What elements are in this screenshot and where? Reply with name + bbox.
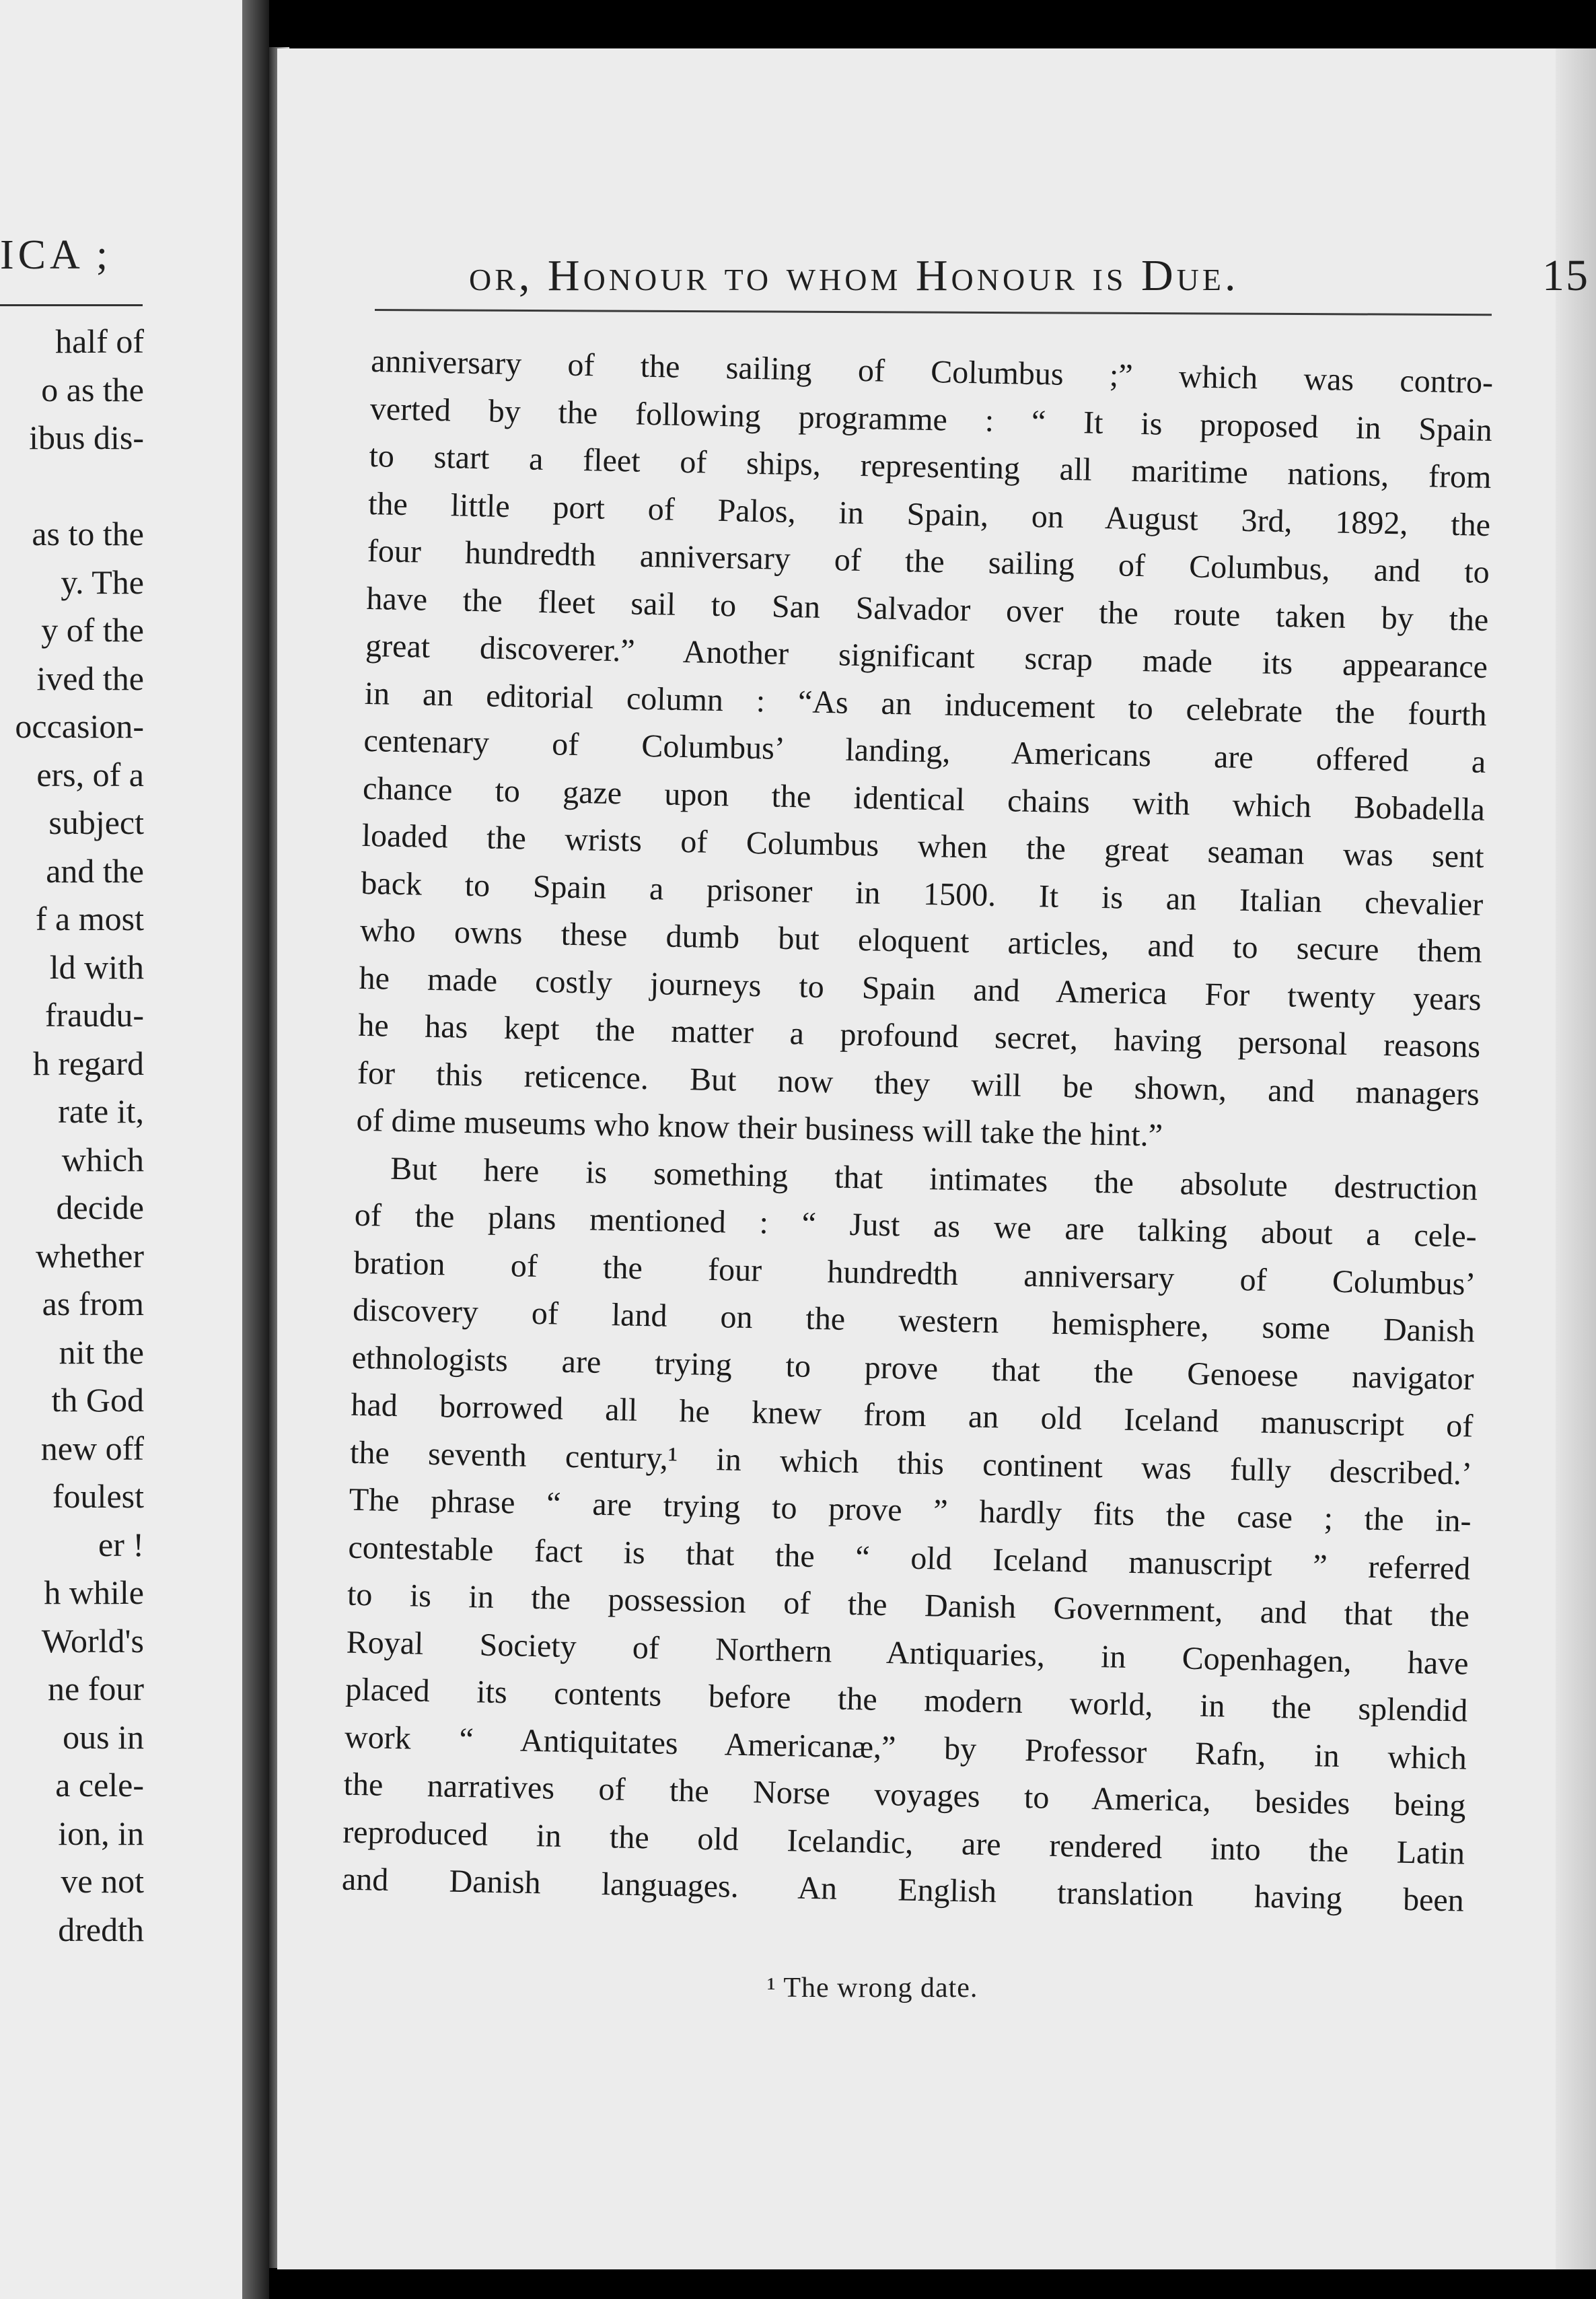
left-text-line: a cele- xyxy=(55,1766,144,1804)
left-text-line: nit the xyxy=(59,1333,144,1371)
running-head-title: or, Honour to whom Honour is Due. xyxy=(469,251,1239,300)
left-text-line: er ! xyxy=(98,1525,144,1563)
left-text-line: ion, in xyxy=(58,1814,144,1852)
text-line: bration of the four hundredth anniversary of Columbus’ xyxy=(353,1244,1476,1302)
left-text-line: ibus dis- xyxy=(29,419,144,456)
right-page xyxy=(277,48,1596,2269)
book-gutter-shadow xyxy=(242,0,269,2299)
left-text-line: and the xyxy=(46,851,144,890)
left-text-line: occasion- xyxy=(15,707,144,745)
text-line: have the fleet sail to San Salvador over the route taken by the xyxy=(366,580,1489,638)
left-text-line: h regard xyxy=(32,1044,144,1082)
text-line: placed its contents before the modern world, in the splendid xyxy=(344,1671,1468,1729)
left-text-line: fraudu- xyxy=(44,996,144,1034)
text-line: for this reticence. But now they will be shown, and managers xyxy=(357,1055,1480,1112)
text-line: he made costly journeys to Spain and America For twenty years xyxy=(359,960,1482,1018)
body-text xyxy=(341,338,1493,1925)
text-line: to is in the possession of the Danish Government, and that the xyxy=(347,1576,1470,1634)
text-line: The phrase “ are trying to prove ” hardly fits the case ; the in- xyxy=(349,1481,1472,1539)
left-text-line: rate it, xyxy=(58,1092,144,1130)
text-line: ethnologists are trying to prove that the Genoese navigator xyxy=(351,1339,1475,1397)
text-line: the little port of Palos, in Spain, on August 3rd, 1892, the xyxy=(367,485,1491,543)
text-line: reproduced in the old Icelandic, are rendered into the Latin xyxy=(342,1814,1465,1872)
left-text-line: h while xyxy=(44,1573,144,1611)
left-text-line: new off xyxy=(40,1429,144,1467)
text-line: and Danish languages. An English translation having been xyxy=(341,1861,1465,1919)
footnote: ¹ The wrong date. xyxy=(767,1973,978,2004)
left-text-line: ve not xyxy=(61,1862,144,1900)
left-text-line: whether xyxy=(35,1236,144,1275)
left-text-line: subject xyxy=(48,804,144,841)
left-text-line: o as the xyxy=(41,370,144,409)
text-line: contestable fact is that the “ old Iceland manuscript ” referred xyxy=(347,1529,1471,1587)
left-page xyxy=(0,0,242,2299)
text-line: in an editorial column : “As an inducement to celebrate the fourth xyxy=(364,675,1488,733)
header-rule xyxy=(375,309,1492,316)
text-line: discovery of land on the western hemisphere, some Danish xyxy=(352,1292,1476,1349)
text-line: to start a fleet of ships, representing all maritime nations, from xyxy=(369,437,1492,495)
running-head xyxy=(469,250,1589,302)
text-line: work “ Antiquitates Americanæ,” by Professor Rafn, in which xyxy=(344,1719,1467,1777)
left-text-line: as to the xyxy=(32,515,144,553)
left-text-line: f a most xyxy=(35,900,144,938)
left-text-line: ld with xyxy=(49,948,144,986)
page-number: 15 xyxy=(1542,251,1589,300)
left-text-line: as from xyxy=(42,1285,144,1322)
page-edge xyxy=(1556,48,1596,2269)
left-text-line: y of the xyxy=(41,611,144,649)
left-text-line: dredth xyxy=(58,1910,144,1948)
text-line: Royal Society of Northern Antiquaries, in Copenhagen, have xyxy=(346,1624,1469,1682)
text-line: of dime museums who know their business will take the hint.” xyxy=(356,1102,1163,1154)
left-text-line: ived the xyxy=(36,659,144,697)
text-line: But here is something that intimates the absolute destruction xyxy=(390,1150,1478,1207)
text-line: four hundredth anniversary of the sailing of Columbus, and to xyxy=(367,532,1490,590)
text-line: the seventh century,¹ in which this continent was fully described.’ xyxy=(349,1434,1473,1492)
text-line: who owns these dumb but eloquent articles, and to secure them xyxy=(359,912,1483,970)
left-text-line: ous in xyxy=(63,1718,144,1756)
text-line: verted by the following programme : “ It is proposed in Spain xyxy=(369,390,1493,448)
left-text-line: y. The xyxy=(61,563,144,601)
left-text-line: which xyxy=(61,1140,144,1178)
text-line: of the plans mentioned : “ Just as we are talking about a cele- xyxy=(354,1197,1478,1254)
text-line: he has kept the matter a profound secret, having personal reasons xyxy=(357,1007,1481,1065)
text-line: the narratives of the Norse voyages to America, besides being xyxy=(343,1766,1466,1824)
left-header-rule xyxy=(0,304,143,306)
text-line: chance to gaze upon the identical chains with which Bobadella xyxy=(362,770,1486,828)
text-line: centenary of Columbus’ landing, Americans are offered a xyxy=(363,722,1486,780)
text-line: back to Spain a prisoner in 1500. It is an Italian chevalier xyxy=(360,865,1484,923)
left-text-line: half of xyxy=(55,322,144,360)
text-line: loaded the wrists of Columbus when the great seaman was sent xyxy=(361,817,1485,875)
left-text-line: foulest xyxy=(52,1477,144,1515)
left-text-line: World's xyxy=(41,1621,144,1660)
text-line: great discoverer.” Another significant scrap made its appearance xyxy=(365,627,1488,685)
text-line: anniversary of the sailing of Columbus ;” which was contro- xyxy=(370,343,1494,401)
left-text-line: ne four xyxy=(48,1670,144,1707)
left-text-line: decide xyxy=(56,1189,144,1226)
left-text-line: th God xyxy=(51,1381,144,1419)
text-line: had borrowed all he knew from an old Iceland manuscript of xyxy=(351,1386,1474,1444)
left-text-line: ers, of a xyxy=(36,755,144,793)
left-running-head: ICA ; xyxy=(0,232,112,278)
